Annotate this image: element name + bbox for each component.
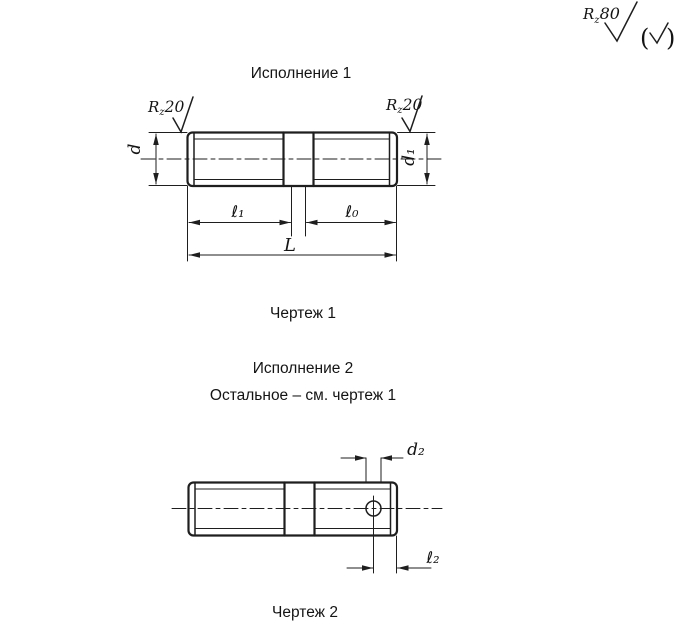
figure2-caption: Чертеж 2 — [272, 604, 338, 621]
roughness-text — [582, 4, 620, 26]
roughness-value: 20 — [164, 98, 185, 116]
dim-label-l1: ℓ₁ — [231, 202, 245, 221]
dim-label-l0: ℓ₀ — [345, 202, 359, 221]
corner-roughness-note — [582, 2, 675, 52]
roughness-r: R — [583, 5, 595, 23]
dim-label-L: L — [284, 235, 296, 256]
figure2-subtitle: Остальное – см. чертеж 1 — [209, 387, 397, 404]
stud2-body — [172, 483, 442, 574]
dim-label-d: d — [125, 143, 145, 155]
dim-label-d2: d₂ — [407, 440, 425, 460]
roughness-r: R — [386, 96, 398, 114]
dim-label-l2: ℓ₂ — [426, 548, 440, 567]
stud1-dimensions — [125, 133, 435, 262]
figure1-caption: Чертеж 1 — [270, 305, 336, 322]
roughness-text — [147, 98, 184, 118]
paren-open: ( — [640, 24, 650, 52]
roughness-value: 80 — [599, 4, 620, 23]
roughness-r: R — [148, 98, 160, 116]
stud1-roughness-right — [385, 96, 422, 132]
figure2-title: Исполнение 2 — [252, 360, 354, 377]
roughness-z: z — [594, 15, 600, 26]
stud1-roughness-left — [147, 97, 193, 132]
roughness-z: z — [159, 107, 165, 118]
figure1-title: Исполнение 1 — [250, 65, 352, 82]
stud1-body — [141, 133, 441, 187]
roughness-z: z — [397, 105, 403, 116]
dim-label-d1: d₁ — [399, 148, 419, 166]
roughness-value: 20 — [402, 96, 423, 114]
paren-close: ) — [666, 24, 676, 52]
